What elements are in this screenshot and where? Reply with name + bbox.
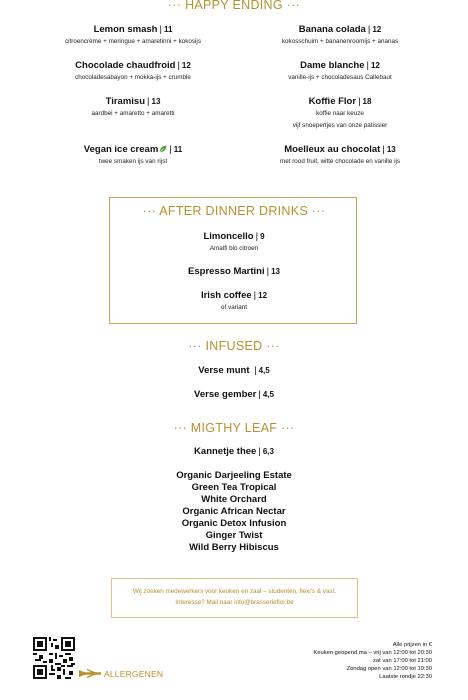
item-name: Banana colada [298, 24, 366, 35]
allergen-link[interactable] [78, 668, 163, 679]
tea-item: Ginger Twist [205, 530, 263, 541]
item-description: koffie naar keuze [316, 110, 364, 117]
tea-item: Wild Berry Hibiscus [189, 542, 279, 553]
item-price: 13 [271, 267, 280, 276]
hours-line: Zondag open van 12:00 tot 19:30 [346, 666, 432, 672]
item-name: Dame blanche [300, 60, 365, 71]
menu-item-dame-blanche: Dame blanche | 12 vanille-ijs + chocoladesaus Callebaut [240, 60, 440, 82]
item-description: of variant [221, 304, 247, 311]
item-price: 13 [386, 145, 396, 154]
item-description: kokosschuim + bananenroomijs + ananas [281, 38, 399, 45]
allergen-label: ALLERGENEN [104, 668, 164, 679]
item-price: 9 [260, 232, 265, 241]
recruitment-notice [111, 578, 358, 618]
item-name: Verse gember [194, 389, 257, 400]
menu-item-koffie-flor: Koffie Flor | 18 koffie naar keuze vijf snoepertjes van onze patissier [240, 96, 440, 130]
tea-item: White Orchard [201, 494, 267, 505]
section-title-infused: ··· INFUSED ··· [188, 339, 280, 353]
section-title-happy-ending: ··· HAPPY ENDING ··· [167, 0, 301, 12]
item-name: Chocolade chaudfroid [75, 60, 176, 71]
hours-line: Laatste rondje 22:30 [379, 674, 432, 680]
item-name: Limoncello [203, 231, 254, 242]
menu-item-tiramisu: Tiramisu | 13 aardbei + amaretto + amaretti [34, 96, 232, 118]
item-name: Verse munt [198, 365, 250, 376]
menu-item-limoncello: Limoncello | 9 Amalfi bio citroen [0, 231, 468, 253]
item-name: Espresso Martini [188, 266, 265, 277]
section-title-after-dinner: ··· AFTER DINNER DRINKS ··· [142, 204, 326, 218]
item-price: 12 [370, 61, 380, 70]
hours-line: Alle prijzen in € [392, 642, 432, 648]
tea-item: Green Tea Tropical [191, 482, 277, 493]
arrow-left-icon [78, 668, 102, 679]
menu-item-espresso-martini: Espresso Martini | 13 [188, 266, 280, 277]
tea-list [0, 470, 468, 554]
item-price: 4,5 [258, 366, 270, 375]
item-name: Tiramisu [105, 96, 146, 107]
menu-item-verse-munt: Verse munt | 4,5 [198, 365, 270, 376]
item-description: aardbei + amaretto + amaretti [91, 110, 175, 117]
item-name: Moelleux au chocolat [284, 144, 381, 155]
vegan-leaf-icon [159, 145, 167, 153]
menu-item-chocolade-chaudfroid: Chocolade chaudfroid | 12 chocoladesabayon + mokka-ijs + crumble [34, 60, 232, 82]
item-price: 12 [258, 291, 268, 300]
tea-item: Organic Darjeeling Estate [176, 470, 292, 481]
item-name: Vegan ice cream [83, 144, 159, 155]
item-price: 13 [151, 97, 161, 106]
section-title-mighty-leaf: ··· MIGTHY LEAF ··· [173, 421, 295, 435]
item-price: 4,5 [262, 390, 274, 399]
menu-item-irish-coffee: Irish coffee | 12 of variant [0, 290, 468, 312]
menu-item-vegan-ice-cream: Vegan ice cream | 11 twee smaken ijs van rijst [34, 144, 232, 166]
tea-item: Organic Detox Infusion [181, 518, 287, 529]
item-description: citroencrème + meringue + amaretinni + kokosijs [65, 38, 201, 45]
item-price: 12 [372, 25, 382, 34]
menu-item-verse-gember: Verse gember | 4,5 [194, 389, 274, 400]
item-name: Koffie Flor [308, 96, 357, 107]
menu-item-moelleux: Moelleux au chocolat | 13 met rood fruit, witte chocolade en vanille ijs [240, 144, 440, 166]
item-price: 6,3 [262, 447, 274, 456]
item-price: 12 [181, 61, 191, 70]
item-description: Amalfi bio citroen [209, 245, 259, 252]
item-name: Kannetje thee [194, 446, 257, 457]
item-price: 11 [163, 25, 173, 34]
item-price: 18 [362, 97, 372, 106]
recruitment-text: Wij zoeken medewerkers voor keuken en zaal – studenten, flexi's & vast. [132, 588, 337, 595]
qr-code-icon[interactable] [33, 637, 75, 679]
hours-line: zat van 17:00 tot 21:00 [373, 658, 432, 664]
menu-item-kannetje-thee: Kannetje thee | 6,3 [194, 446, 274, 457]
item-name: Lemon smash [93, 24, 158, 35]
item-description-2: vijf snoepertjes van onze patissier [292, 122, 388, 129]
item-price: 11 [173, 145, 183, 154]
recruitment-contact[interactable]: Interesse? Mail naar info@brasserieflor.be [175, 599, 294, 606]
menu-item-banana-colada: Banana colada | 12 kokosschuim + bananenroomijs + ananas [240, 24, 440, 46]
opening-hours [313, 641, 432, 681]
item-description: met rood fruit, witte chocolade en vanille ijs [279, 158, 401, 165]
item-name: Irish coffee [200, 290, 252, 301]
item-description: twee smaken ijs van rijst [98, 158, 168, 165]
hours-line: Keuken geopend ma – vrij van 12:00 tot 20:30 [313, 650, 432, 656]
tea-item: Organic African Nectar [182, 506, 286, 517]
item-description: chocoladesabayon + mokka-ijs + crumble [75, 74, 191, 81]
menu-item-lemon-smash: Lemon smash | 11 citroencrème + meringue + amaretinni + kokosijs [34, 24, 232, 46]
item-description: vanille-ijs + chocoladesaus Callebaut [288, 74, 392, 81]
